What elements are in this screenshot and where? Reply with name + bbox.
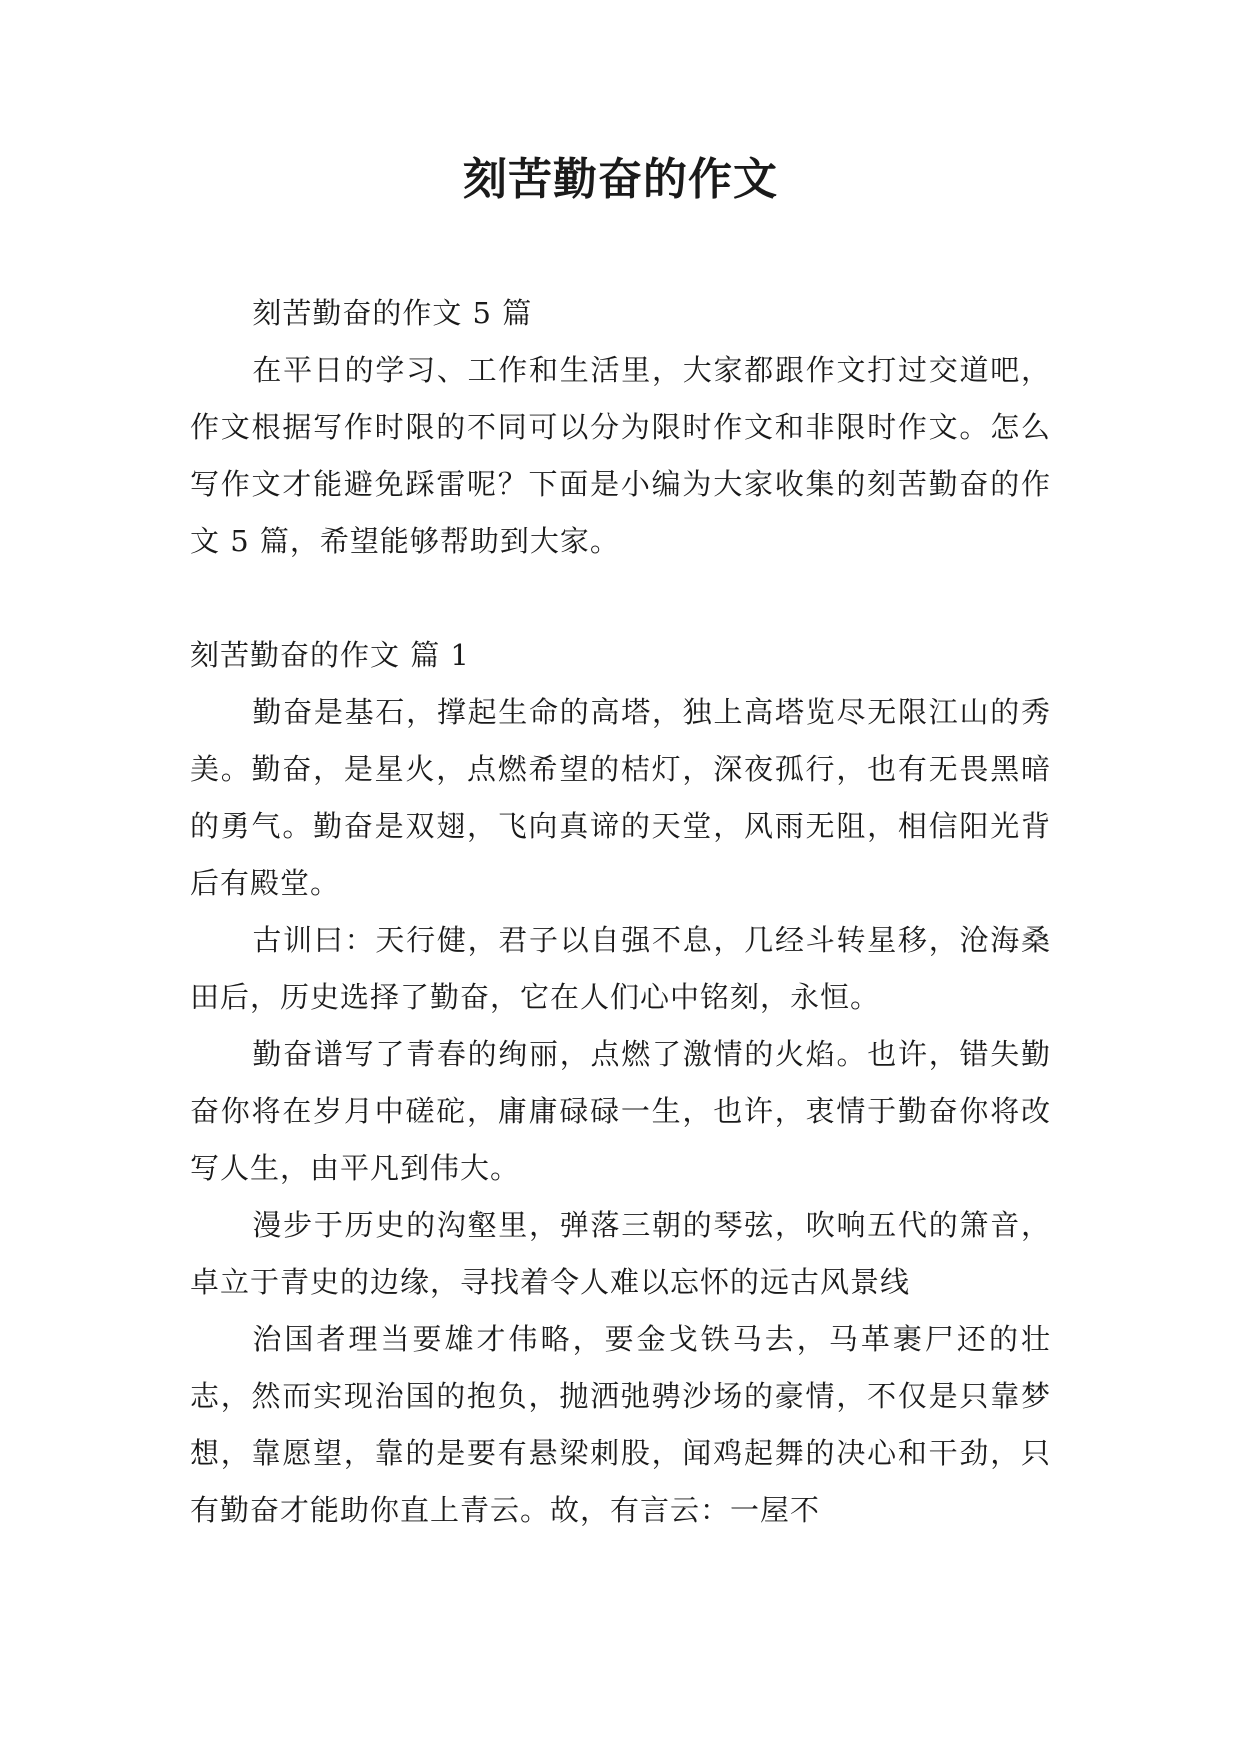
body-paragraph-3: 勤奋谱写了青春的绚丽，点燃了激情的火焰。也许，错失勤奋你将在岁月中磋砣，庸庸碌碌一生，也许，衷情于勤奋你将改写人生，由平凡到伟大。	[190, 1037, 1051, 1185]
intro-paragraph: 在平日的学习、工作和生活里，大家都跟作文打过交道吧，作文根据写作时限的不同可以分为限时作文和非限时作文。怎么写作文才能避免踩雷呢？下面是小编为大家收集的刻苦勤奋的作文 5 篇，希望能够帮助到大家。	[190, 353, 1051, 558]
body-paragraph-2: 古训曰：天行健，君子以自强不息，几经斗转星移，沧海桑田后，历史选择了勤奋，它在人们心中铭刻，永恒。	[190, 923, 1051, 1014]
section-heading: 刻苦勤奋的作文 篇 1	[190, 638, 470, 672]
body-paragraph-4: 漫步于历史的沟壑里，弹落三朝的琴弦，吹响五代的箫音，卓立于青史的边缘，寻找着令人难以忘怀的远古风景线	[190, 1208, 1051, 1299]
document-body	[190, 285, 1051, 1539]
body-paragraph-5: 治国者理当要雄才伟略，要金戈铁马去，马革裹尸还的壮志，然而实现治国的抱负，抛洒弛骋沙场的豪情，不仅是只靠梦想，靠愿望，靠的是要有悬梁刺股，闻鸡起舞的决心和干劲，只有勤奋才能助你直上青云。故，有言云：一屋不	[190, 1322, 1051, 1527]
document-title: 刻苦勤奋的作文	[463, 154, 778, 205]
body-paragraph-1: 勤奋是基石，撑起生命的高塔，独上高塔览尽无限江山的秀美。勤奋，是星火，点燃希望的桔灯，深夜孤行，也有无畏黑暗的勇气。勤奋是双翅，飞向真谛的天堂，风雨无阻，相信阳光背后有殿堂。	[190, 695, 1051, 900]
document-subtitle: 刻苦勤奋的作文 5 篇	[252, 296, 533, 330]
paragraph-spacer	[190, 570, 1051, 627]
